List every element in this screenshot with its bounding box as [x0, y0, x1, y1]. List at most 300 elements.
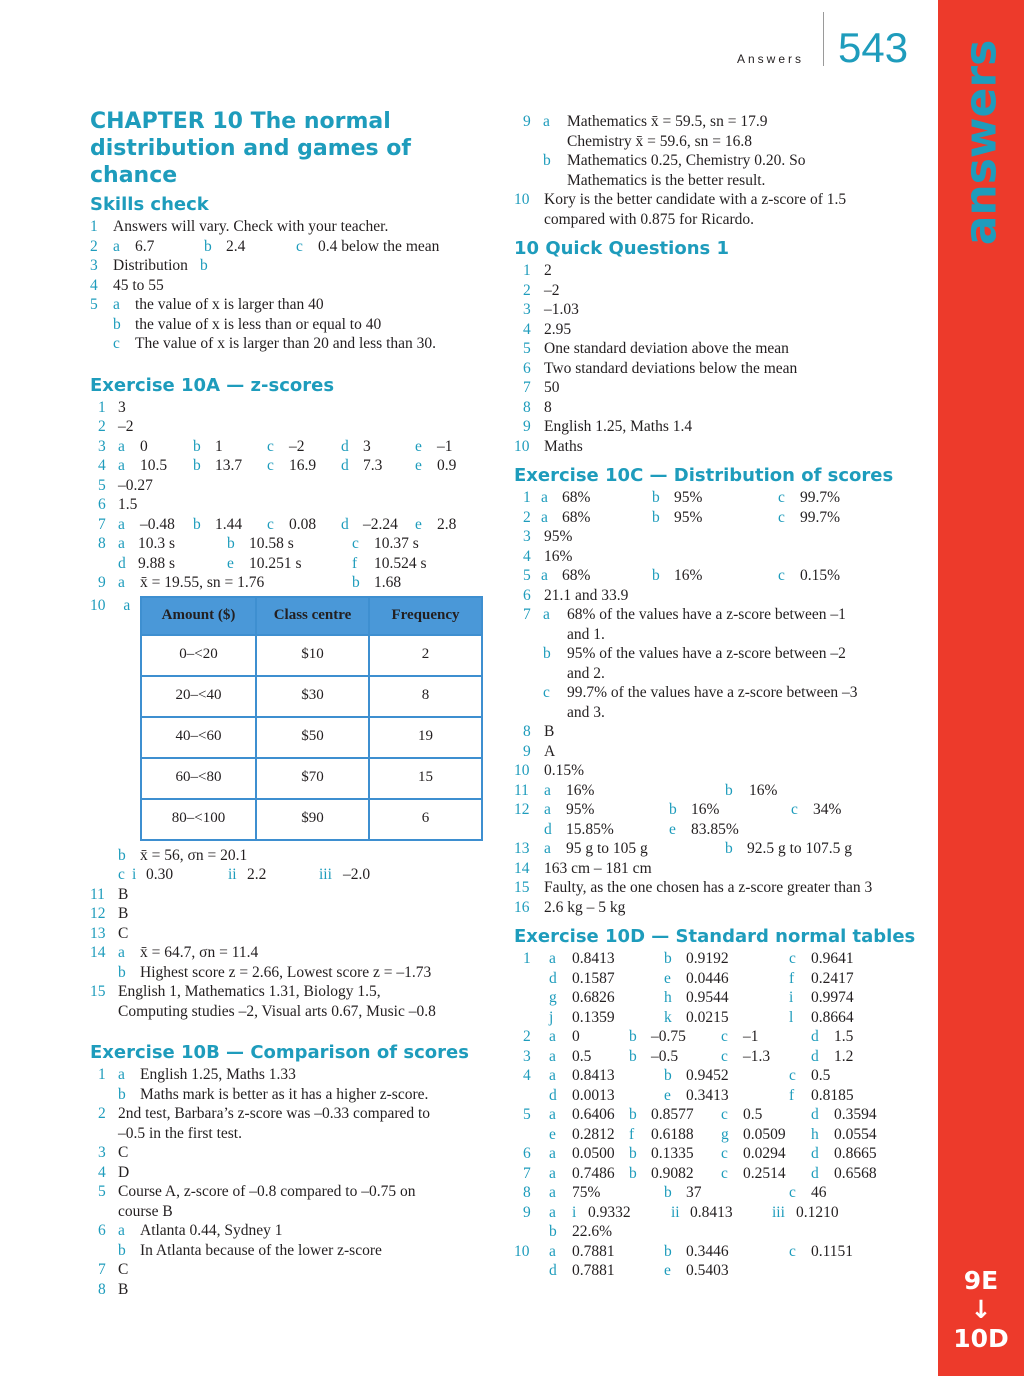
part-label: a	[118, 457, 125, 474]
ex10c-answers	[514, 488, 928, 917]
answer-text: 0.6188	[651, 1125, 694, 1143]
question-number: 5	[523, 340, 531, 357]
question-number: 4	[98, 457, 106, 474]
answer-row	[514, 547, 928, 567]
answer-row	[514, 1164, 928, 1184]
answer-text: Kory is the better candidate with a z-score of 1.5	[544, 191, 847, 208]
answer-row	[90, 1280, 490, 1300]
answer-text: 13.7	[215, 457, 243, 474]
answer-text: 0.5403	[686, 1262, 729, 1279]
part-label: b	[664, 1184, 672, 1201]
answer-row	[90, 943, 490, 963]
answer-row	[514, 722, 928, 742]
part-label: c	[721, 1145, 728, 1162]
answer-text: Mathematics is the better result.	[567, 171, 766, 189]
part-label: c	[789, 1067, 796, 1084]
answer-row	[514, 210, 928, 230]
answer-text: Maths	[544, 437, 583, 455]
part-label: e	[415, 457, 422, 474]
question-number: 10	[514, 437, 530, 455]
answer-text: 68%	[562, 508, 591, 526]
answer-text: –0.48	[140, 515, 175, 533]
answer-text: 6.7	[135, 237, 155, 255]
answer-text: 1.44	[215, 515, 243, 533]
answer-row	[514, 1105, 928, 1125]
answer-text: 0.1587	[572, 969, 615, 987]
answer-text: 83.85%	[691, 820, 739, 838]
answer-text: –0.27	[118, 476, 153, 494]
part-label: e	[664, 1086, 671, 1104]
part-label: b	[227, 535, 235, 552]
answer-text: 0.0500	[572, 1145, 615, 1162]
part-label: c	[789, 1184, 796, 1201]
question-number: 13	[514, 840, 530, 857]
question-number: 10	[514, 762, 530, 779]
part-label: d	[549, 1086, 557, 1104]
answer-text: B	[118, 885, 129, 903]
answer-row	[514, 742, 928, 762]
answer-row	[90, 237, 490, 257]
part-label: d	[811, 1106, 819, 1123]
question-number: 7	[98, 515, 106, 533]
table-row	[141, 635, 482, 676]
answer-text: 68% of the values have a z-score between –1	[567, 606, 846, 623]
part-label: a	[544, 801, 551, 818]
part-label: a	[118, 535, 125, 552]
answer-text: English 1.25, Maths 1.4	[544, 418, 693, 435]
answer-text: –1	[743, 1028, 759, 1045]
part-label: c	[721, 1028, 728, 1045]
answer-text: 2nd test, Barbara’s z-score was –0.33 compared to	[118, 1105, 431, 1122]
answer-row	[514, 625, 928, 645]
answer-text: 3	[363, 437, 371, 455]
answer-text: –0.75	[651, 1028, 686, 1045]
part-label: c	[721, 1164, 728, 1182]
answer-text: 0.8413	[690, 1203, 733, 1221]
question-number: 12	[90, 905, 106, 922]
part-label: a	[549, 950, 556, 967]
answer-text: A	[544, 742, 556, 760]
part-label: d	[811, 1047, 819, 1065]
answer-row	[514, 1125, 928, 1145]
answer-text: 0.1359	[572, 1008, 615, 1026]
question-part: a	[123, 596, 131, 614]
part-label: i	[789, 989, 794, 1006]
answer-row	[90, 1065, 490, 1085]
question-number: 5	[523, 567, 531, 584]
answer-text: 0.8185	[811, 1086, 854, 1104]
answer-text: 0.8413	[572, 1067, 615, 1084]
question-number: 9	[523, 113, 531, 130]
question-number: 15	[90, 983, 106, 1000]
answer-text: C	[118, 924, 129, 942]
question-number: 3	[98, 437, 106, 455]
part-label: b	[725, 781, 733, 799]
part-label: a	[549, 1203, 556, 1221]
answer-row	[514, 703, 928, 723]
part-label: a	[549, 1067, 556, 1084]
answer-text: 95%	[544, 528, 573, 545]
answer-text: 46	[811, 1184, 827, 1201]
answer-row	[514, 1183, 928, 1203]
part-label: d	[341, 515, 349, 533]
question-number: 8	[523, 398, 531, 416]
part-label: b	[664, 1242, 672, 1260]
part-label: b	[549, 1223, 557, 1240]
answer-text: 0.2514	[743, 1164, 786, 1182]
answer-text: –2	[544, 281, 560, 299]
answer-row	[514, 1144, 928, 1164]
part-label: e	[227, 554, 234, 572]
answer-row	[514, 898, 928, 918]
answer-text: 21.1 and 33.9	[544, 586, 629, 604]
table-cell: 6	[369, 799, 482, 840]
question-number: 5	[523, 1106, 531, 1123]
answer-row	[90, 1002, 490, 1022]
answer-text: 8	[544, 398, 552, 416]
part-label: d	[118, 554, 126, 572]
answer-text: 0.6568	[834, 1164, 877, 1182]
side-range-to: 10D	[953, 1324, 1009, 1353]
answer-text: 10.37 s	[374, 535, 419, 552]
answer-text: 10.524 s	[374, 554, 427, 572]
part-label: b	[629, 1106, 637, 1123]
answer-row	[514, 644, 928, 664]
chapter-title: CHAPTER 10 The normal distribution and games of chance	[90, 109, 411, 188]
ex10b-answers-cont	[514, 112, 928, 229]
answer-text: x̄ = 56, σn = 20.1	[140, 846, 248, 864]
part-label: c	[267, 437, 274, 455]
table-cell: $50	[256, 717, 369, 758]
question-number: 7	[523, 606, 531, 623]
answer-row	[514, 1203, 928, 1223]
answer-row	[90, 1124, 490, 1144]
answer-row	[90, 1085, 490, 1105]
answer-row	[90, 1104, 490, 1124]
table-cell: 20–<40	[141, 676, 256, 717]
answer-text: 99.7%	[800, 489, 841, 506]
part-label: a	[543, 606, 550, 623]
answer-text: 0.3413	[686, 1086, 729, 1104]
table-cell: $70	[256, 758, 369, 799]
table-cell: 19	[369, 717, 482, 758]
answer-text: 0.6826	[572, 989, 615, 1006]
answer-text: 0.0446	[686, 969, 729, 987]
answer-row	[514, 1008, 928, 1028]
answer-text: 10.5	[140, 457, 168, 474]
ex10a-answers	[90, 398, 490, 593]
question-number: 1	[523, 950, 531, 967]
part-label: a	[118, 437, 125, 455]
answer-row	[90, 1202, 490, 1222]
answer-text: 2	[544, 262, 552, 279]
part-label: h	[811, 1125, 819, 1143]
part-label: e	[415, 437, 422, 455]
part-label: b	[669, 801, 677, 818]
question-number: 3	[98, 1144, 106, 1161]
answer-row	[514, 664, 928, 684]
question-10-label	[90, 596, 130, 616]
answer-row	[514, 398, 928, 418]
answer-row	[90, 295, 490, 315]
answer-row	[514, 527, 928, 547]
part-label: c	[352, 535, 359, 552]
answer-row	[514, 320, 928, 340]
answer-text: 0.9452	[686, 1067, 729, 1084]
answer-text: 0.9	[437, 457, 457, 474]
answer-text: 0.6406	[572, 1106, 615, 1123]
question-number: 11	[90, 885, 105, 903]
answer-text: 0.9974	[811, 989, 854, 1006]
part-label: b	[113, 315, 121, 333]
answer-row	[90, 437, 490, 457]
section-heading-10c: Exercise 10C — Distribution of scores	[514, 465, 894, 486]
answer-text: Computing studies –2, Visual arts 0.67, Music –0.8	[118, 1002, 436, 1020]
answer-row	[514, 859, 928, 879]
answer-text: and 3.	[567, 703, 605, 721]
answer-text: 37	[686, 1184, 702, 1201]
answer-text: Highest score z = 2.66, Lowest score z = –1.73	[140, 963, 432, 981]
answer-row	[90, 846, 490, 866]
answer-text: –1	[437, 437, 453, 455]
answer-text: 68%	[562, 567, 591, 584]
answer-row	[514, 566, 928, 586]
answer-text: 3	[118, 398, 126, 416]
answer-text: 0.30	[146, 866, 174, 883]
answer-row	[514, 339, 928, 359]
answer-text: 0.7881	[572, 1262, 615, 1279]
part-label: d	[544, 820, 552, 838]
table-header-cell: Frequency	[369, 597, 482, 635]
part-label: a	[543, 113, 550, 130]
answer-text: 95%	[566, 801, 595, 818]
answer-row	[514, 1027, 928, 1047]
table-cell: 8	[369, 676, 482, 717]
question-number: 2	[90, 237, 98, 255]
part-label: a	[549, 1164, 556, 1182]
section-heading-qq1: 10 Quick Questions 1	[514, 238, 730, 259]
page-number: 543	[838, 24, 909, 71]
answer-text: 0.7881	[572, 1242, 615, 1260]
part-label: d	[811, 1028, 819, 1045]
answer-row	[514, 1222, 928, 1242]
answer-row	[514, 969, 928, 989]
answer-row	[514, 261, 928, 281]
question-number: 5	[98, 476, 106, 494]
question-number: 2	[523, 508, 531, 526]
answer-row	[514, 605, 928, 625]
answer-row	[90, 495, 490, 515]
question-number: 7	[523, 379, 531, 396]
skills-answers	[90, 217, 490, 354]
part-label: a	[118, 1066, 125, 1083]
part-label: c	[789, 950, 796, 967]
part-label: c	[296, 237, 303, 255]
table-cell: $30	[256, 676, 369, 717]
part-label: j	[549, 1008, 554, 1026]
answer-row	[514, 820, 928, 840]
answer-text: 16%	[544, 547, 573, 565]
answer-text: 95 g to 105 g	[566, 840, 648, 857]
answer-text: 10.58 s	[249, 535, 294, 552]
section-heading-10d: Exercise 10D — Standard normal tables	[514, 926, 916, 947]
answer-text: 0.4 below the mean	[318, 237, 440, 255]
question-number: 8	[98, 535, 106, 552]
part-label: c	[778, 489, 785, 506]
part-label: e	[669, 820, 676, 838]
question-number: 2	[523, 281, 531, 299]
question-number: 3	[523, 301, 531, 318]
question-number: 5	[98, 1183, 106, 1200]
answer-text: 0.9082	[651, 1164, 694, 1182]
part-label: b	[193, 457, 201, 474]
answer-text: 16.9	[289, 457, 317, 474]
question-number: 4	[98, 1163, 106, 1181]
answer-row	[514, 1066, 928, 1086]
answer-row	[90, 554, 490, 574]
part-label: b	[118, 846, 126, 864]
side-tab-text: answers	[955, 39, 1007, 245]
part-label: b	[652, 508, 660, 526]
answer-text: 0.3594	[834, 1106, 877, 1123]
part-label: a	[549, 1145, 556, 1162]
answer-row	[90, 573, 490, 593]
answer-text: English 1.25, Maths 1.33	[140, 1066, 296, 1083]
question-number: 2	[98, 418, 106, 435]
answer-row	[514, 132, 928, 152]
part-label: e	[549, 1125, 556, 1143]
answer-row	[90, 256, 490, 276]
question-number: 9	[523, 1203, 531, 1221]
part-label: b	[652, 489, 660, 506]
answer-row	[514, 437, 928, 457]
answer-text: Maths mark is better as it has a higher z-score.	[140, 1085, 429, 1103]
answer-row	[90, 982, 490, 1002]
table-row	[141, 717, 482, 758]
answer-row	[514, 586, 928, 606]
question-number: 7	[523, 1164, 531, 1182]
answer-text: 1.68	[374, 574, 402, 591]
answer-row	[514, 800, 928, 820]
answer-text: 0.0554	[834, 1125, 877, 1143]
answer-text: Course A, z-score of –0.8 compared to –0.75 on	[118, 1183, 416, 1200]
question-number: 10	[514, 1242, 530, 1260]
part-label: b	[664, 1067, 672, 1084]
question-number: 13	[90, 924, 106, 942]
answer-row	[514, 949, 928, 969]
answer-text: One standard deviation above the mean	[544, 340, 789, 357]
table-header-cell: Amount ($)	[141, 597, 256, 635]
answer-text: 16%	[691, 801, 720, 818]
answer-row	[90, 1143, 490, 1163]
part-label: b	[193, 437, 201, 455]
part-label: b	[352, 574, 360, 591]
answer-row	[514, 112, 928, 132]
answer-row	[90, 924, 490, 944]
frequency-table-header	[141, 597, 482, 635]
answer-text: 2.4	[226, 237, 246, 255]
answer-text: –2	[118, 418, 134, 435]
answer-text: course B	[118, 1202, 173, 1220]
part-label: a	[541, 508, 548, 526]
part-label: a	[544, 781, 551, 799]
answer-text: 95%	[674, 508, 703, 526]
question-number: 6	[523, 586, 531, 604]
answer-text: 0.8664	[811, 1008, 854, 1026]
answer-text: 0.0215	[686, 1008, 729, 1026]
question-number: 2	[523, 1028, 531, 1045]
answer-row	[514, 1047, 928, 1067]
answer-text: 1.5	[834, 1028, 854, 1045]
answer-text: 0.8577	[651, 1106, 694, 1123]
answer-row	[514, 683, 928, 703]
running-header-label: Answers	[737, 52, 805, 66]
part-label: a	[541, 489, 548, 506]
question-number: 3	[523, 528, 531, 545]
answer-text: 1.2	[834, 1047, 854, 1065]
table-cell: 0–<20	[141, 635, 256, 676]
answer-text: Atlanta 0.44, Sydney 1	[140, 1222, 283, 1239]
table-cell: 15	[369, 758, 482, 799]
part-label: d	[811, 1145, 819, 1162]
answer-text: 10.3 s	[138, 535, 176, 552]
question-number: 8	[523, 723, 531, 740]
question-number: 6	[98, 1222, 106, 1239]
answer-row	[514, 781, 928, 801]
answer-text: the value of x is larger than 40	[135, 296, 324, 313]
answer-text: and 1.	[567, 625, 605, 643]
answer-row	[514, 878, 928, 898]
answer-text: –0.5	[651, 1047, 679, 1065]
answer-text: 15.85%	[566, 820, 614, 838]
answer-row	[514, 300, 928, 320]
question-number: 3	[523, 1047, 531, 1065]
part-label: b	[543, 152, 551, 169]
question-number: 1	[523, 262, 531, 279]
part-label: b	[204, 237, 212, 255]
question-number: 10	[90, 596, 106, 614]
part-label: l	[789, 1008, 794, 1026]
question-number: 8	[523, 1184, 531, 1201]
answer-row	[90, 1182, 490, 1202]
answer-text: Two standard deviations below the mean	[544, 359, 798, 377]
answer-row	[514, 151, 928, 171]
part-label: c	[778, 508, 785, 526]
table-cell: $90	[256, 799, 369, 840]
question-number: 4	[523, 547, 531, 565]
answer-text: –2	[289, 437, 305, 455]
answer-text: Mathematics 0.25, Chemistry 0.20. So	[567, 152, 806, 169]
answer-text: 0	[140, 437, 148, 455]
part-label: c	[789, 1242, 796, 1260]
section-heading-10b: Exercise 10B — Comparison of scores	[90, 1042, 469, 1063]
part-label: a	[549, 1242, 556, 1260]
table-cell: 40–<60	[141, 717, 256, 758]
answer-text: 0.1210	[796, 1203, 839, 1221]
answer-text: C	[118, 1261, 129, 1278]
part-label: a	[549, 1184, 556, 1201]
answer-text: The value of x is larger than 20 and less than 30.	[135, 335, 437, 352]
part-label: b	[118, 1085, 126, 1103]
answer-row	[514, 171, 928, 191]
side-tab-range	[938, 1266, 1024, 1353]
answer-row	[514, 988, 928, 1008]
answer-row	[90, 515, 490, 535]
answer-text: 163 cm – 181 cm	[544, 859, 652, 877]
part-label: b	[629, 1164, 637, 1182]
part-label: b	[652, 567, 660, 584]
answer-text: Answers will vary. Check with your teacher.	[113, 218, 389, 235]
